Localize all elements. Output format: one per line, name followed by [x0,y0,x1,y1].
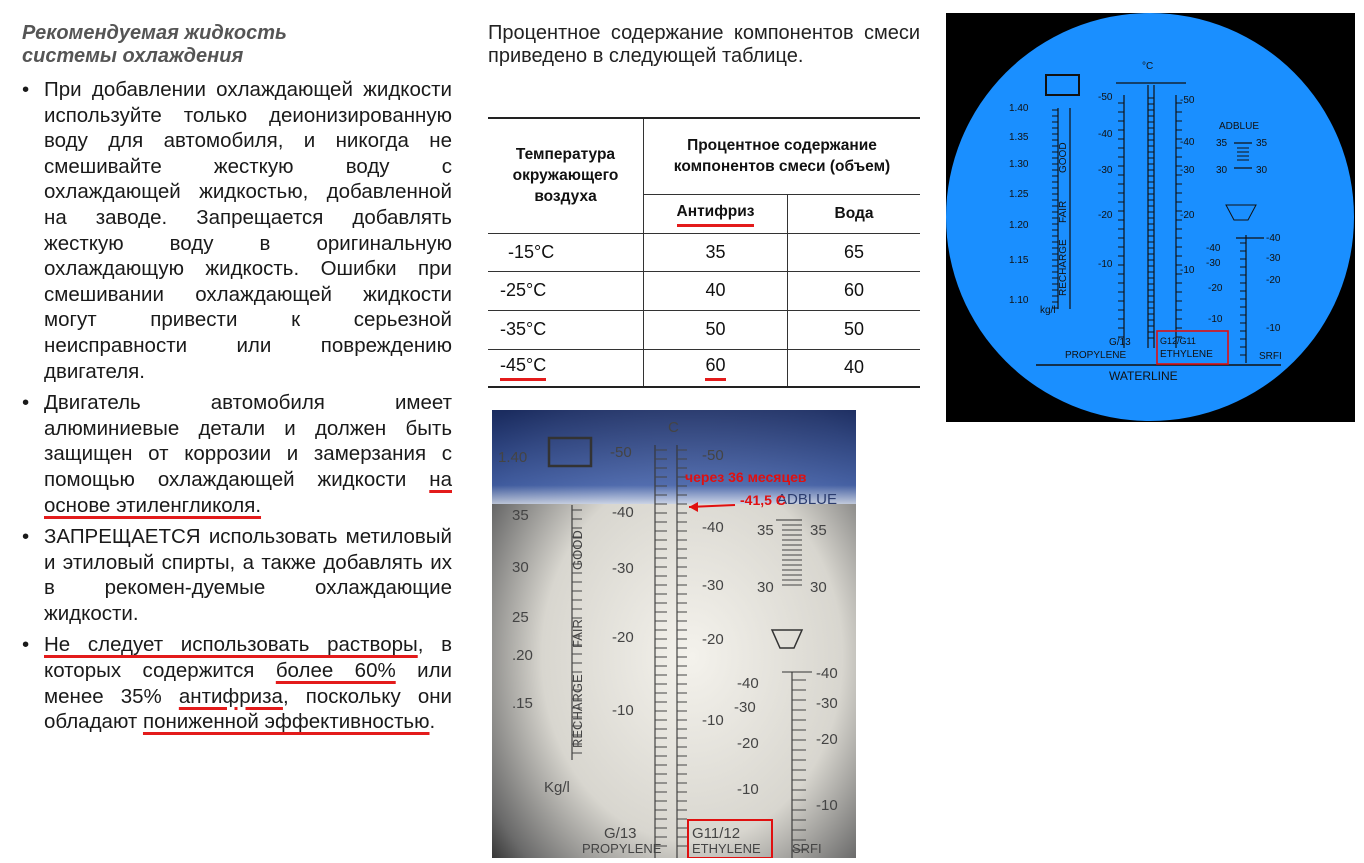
table-row [488,271,920,310]
adblue-35-right: 35 [1256,138,1268,149]
right-scale-20: -20 [702,631,724,648]
right-scale-30: -30 [1180,165,1195,176]
bullet-text: Двигатель автомобиля имеет алюминиевые детали и должен быть защищен от коррозии и замерзания с помощью охлаждающей жидкости [44,391,452,491]
label-waterline: WATERLINE [1109,369,1178,383]
bullet-text: , поскольку они обладают [44,684,452,734]
wash-left-10: -10 [1208,314,1223,325]
cell-water: 50 [788,310,921,349]
left-scale-40: -40 [612,504,634,521]
underlined-text: на основе этиленгликоля. [44,467,452,517]
wash-right-20: -20 [1266,275,1281,286]
label-g13: G/13 [604,825,637,842]
header-water: Вода [788,194,921,233]
refractometer-scale-image [946,13,1355,422]
left-scale-20: -20 [612,629,634,646]
bullet-solutions [22,632,452,734]
sg-135: 35 [512,507,529,524]
table-row [488,349,920,387]
sg-120: 1.20 [1009,220,1029,231]
bullet-text: ЗАПРЕЩАЕТСЯ использовать метиловый и этиловый спирты, а также добавлять их в рекомен-дуемые охлаждающие жидкости. [44,525,452,625]
label-recharge: RECHARGE [570,674,585,748]
bullet-marker: • [22,391,30,415]
label-g11-12: G11/12 [692,825,741,842]
sg-115: .15 [512,695,533,712]
sg-130: 1.30 [1009,159,1029,170]
unit-kgl: kg/l [1040,305,1056,316]
wash-left-30: -30 [734,699,756,716]
bullet-text: или менее 35% [44,659,453,708]
section-title [22,22,452,68]
adblue-30-left: 30 [757,579,774,596]
adblue-35-left: 35 [1216,138,1228,149]
bullet-text: При добавлении охлаждающей жидкости используйте только деионизированную воду для автомобиля, и никогда не смешивайте жесткую воду с охлаждающей жидкостью, добавленной на заводе. Запрещается добавлять жесткую воду в оригинальную охлаждающую жидкость. Ошибки при смешивании охлаждающей жидкости могут привести к серьезной неисправности или повреждению двигателя. [44,78,452,383]
header-antifreeze-label: Антифриз [677,201,755,227]
adblue-30-right: 30 [810,579,827,596]
cell-temp-text: -45°C [500,355,546,381]
wash-left-20: -20 [1208,283,1223,294]
wash-right-10: -10 [816,797,838,814]
label-propylene: PROPYLENE [1065,350,1127,361]
bullet-marker: • [22,525,30,549]
title-line-1: Рекомендуемая жидкость [22,22,287,44]
bullet-deionized-water [22,77,452,384]
cell-water: 65 [788,233,921,271]
adblue-35-left: 35 [757,522,774,539]
sg-110: 1.10 [1009,295,1029,306]
left-scale-40: -40 [1098,129,1113,140]
cell-antifreeze-text: 60 [705,355,725,381]
unit-celsius: °C [1142,61,1154,72]
cell-antifreeze: 40 [644,271,788,310]
wash-right-10: -10 [1266,323,1281,334]
table-row [488,233,920,271]
label-srfi: SRFI [1259,351,1282,362]
left-scale-50: -50 [1098,92,1113,103]
header-percentage: Процентное содержание компонентов смеси (объем) [644,118,921,194]
wash-left-30: -30 [1206,258,1221,269]
sg-130: 30 [512,559,529,576]
underlined-text: более 60% [275,659,396,683]
bullet-text: . [429,710,436,734]
bullet-marker: • [22,633,30,657]
wash-left-20: -20 [737,735,759,752]
sg-120: .20 [512,647,533,664]
sg-140: 1.40 [498,449,528,466]
wash-right-30: -30 [816,695,838,712]
label-good: GOOD [570,530,585,570]
bullet-marker: • [22,78,30,101]
cell-water: 60 [788,271,921,310]
underlined-text: пониженной эффективностью [142,710,430,734]
label-ethylene: ETHYLENE [1160,349,1213,360]
table-intro: Процентное содержание компонентов смеси приведено в следующей таблице. [488,22,920,67]
wash-right-40: -40 [1266,233,1281,244]
wash-right-20: -20 [816,731,838,748]
cell-water: 40 [788,349,921,387]
right-scale-50: -50 [1180,95,1195,106]
adblue-30-right: 30 [1256,165,1268,176]
unit-c: C [668,419,679,436]
left-scale-30: -30 [612,560,634,577]
left-scale-10: -10 [612,702,634,719]
label-g12-g11: G12/G11 [1160,336,1196,346]
right-scale-30: -30 [702,577,724,594]
label-g13: G/13 [1109,337,1131,348]
sg-115: 1.15 [1009,255,1029,266]
wash-right-40: -40 [816,665,838,682]
cell-temp [488,349,644,387]
bullet-forbidden [22,524,452,626]
adblue-label: ADBLUE [777,491,838,508]
label-ethylene: ETHYLENE [692,841,761,856]
cell-antifreeze: 35 [644,233,788,271]
adblue-35-right: 35 [810,522,827,539]
left-scale-20: -20 [1098,210,1113,221]
unit-kgl: Kg/l [544,779,570,796]
left-scale-30: -30 [1098,165,1113,176]
header-antifreeze [644,194,788,233]
wash-left-10: -10 [737,781,759,798]
refractometer-photo [492,410,856,858]
bullet-list [22,77,452,735]
left-scale-50: -50 [610,444,632,461]
header-temperature: Температура окружающего воздуха [488,118,644,233]
wash-left-40: -40 [1206,243,1221,254]
adblue-label: ADBLUE [1219,121,1260,132]
label-srfi: SRFI [792,841,822,856]
label-propylene: PROPYLENE [582,841,662,856]
label-fair: FAIR [1058,200,1069,223]
title-line-2: системы охлаждения [22,45,244,67]
underlined-text: Не следует использовать растворы [44,633,418,657]
cell-temp: -15°C [488,233,644,271]
sg-125: 1.25 [1009,189,1029,200]
label-recharge: RECHARGE [1058,239,1069,296]
cell-temp: -35°C [488,310,644,349]
right-scale-10: -10 [702,712,724,729]
sg-135: 1.35 [1009,132,1029,143]
adblue-30-left: 30 [1216,165,1228,176]
right-scale-10: -10 [1180,265,1195,276]
underlined-text: антифриза [178,684,283,708]
bullet-text: , в которых содержится [44,633,452,683]
right-scale-20: -20 [1180,210,1195,221]
wash-left-40: -40 [737,675,759,692]
wash-right-30: -30 [1266,253,1281,264]
cell-temp: -25°C [488,271,644,310]
blue-view-circle [946,13,1354,421]
left-scale-10: -10 [1098,259,1113,270]
right-scale-40: -40 [702,519,724,536]
cell-antifreeze [644,349,788,387]
sg-140: 1.40 [1009,103,1029,114]
right-scale-40: -40 [1180,137,1195,148]
cell-antifreeze: 50 [644,310,788,349]
mixture-table [488,117,920,388]
sg-125: 25 [512,609,529,626]
annotation-36-months: через 36 месяцев [685,469,807,485]
right-scale-50: -50 [702,447,724,464]
annotation-reading: -41,5 С [740,492,786,508]
table-row [488,310,920,349]
label-good: GOOD [1058,142,1069,173]
bullet-aluminium [22,390,452,518]
label-fair: FAIR [570,619,585,648]
